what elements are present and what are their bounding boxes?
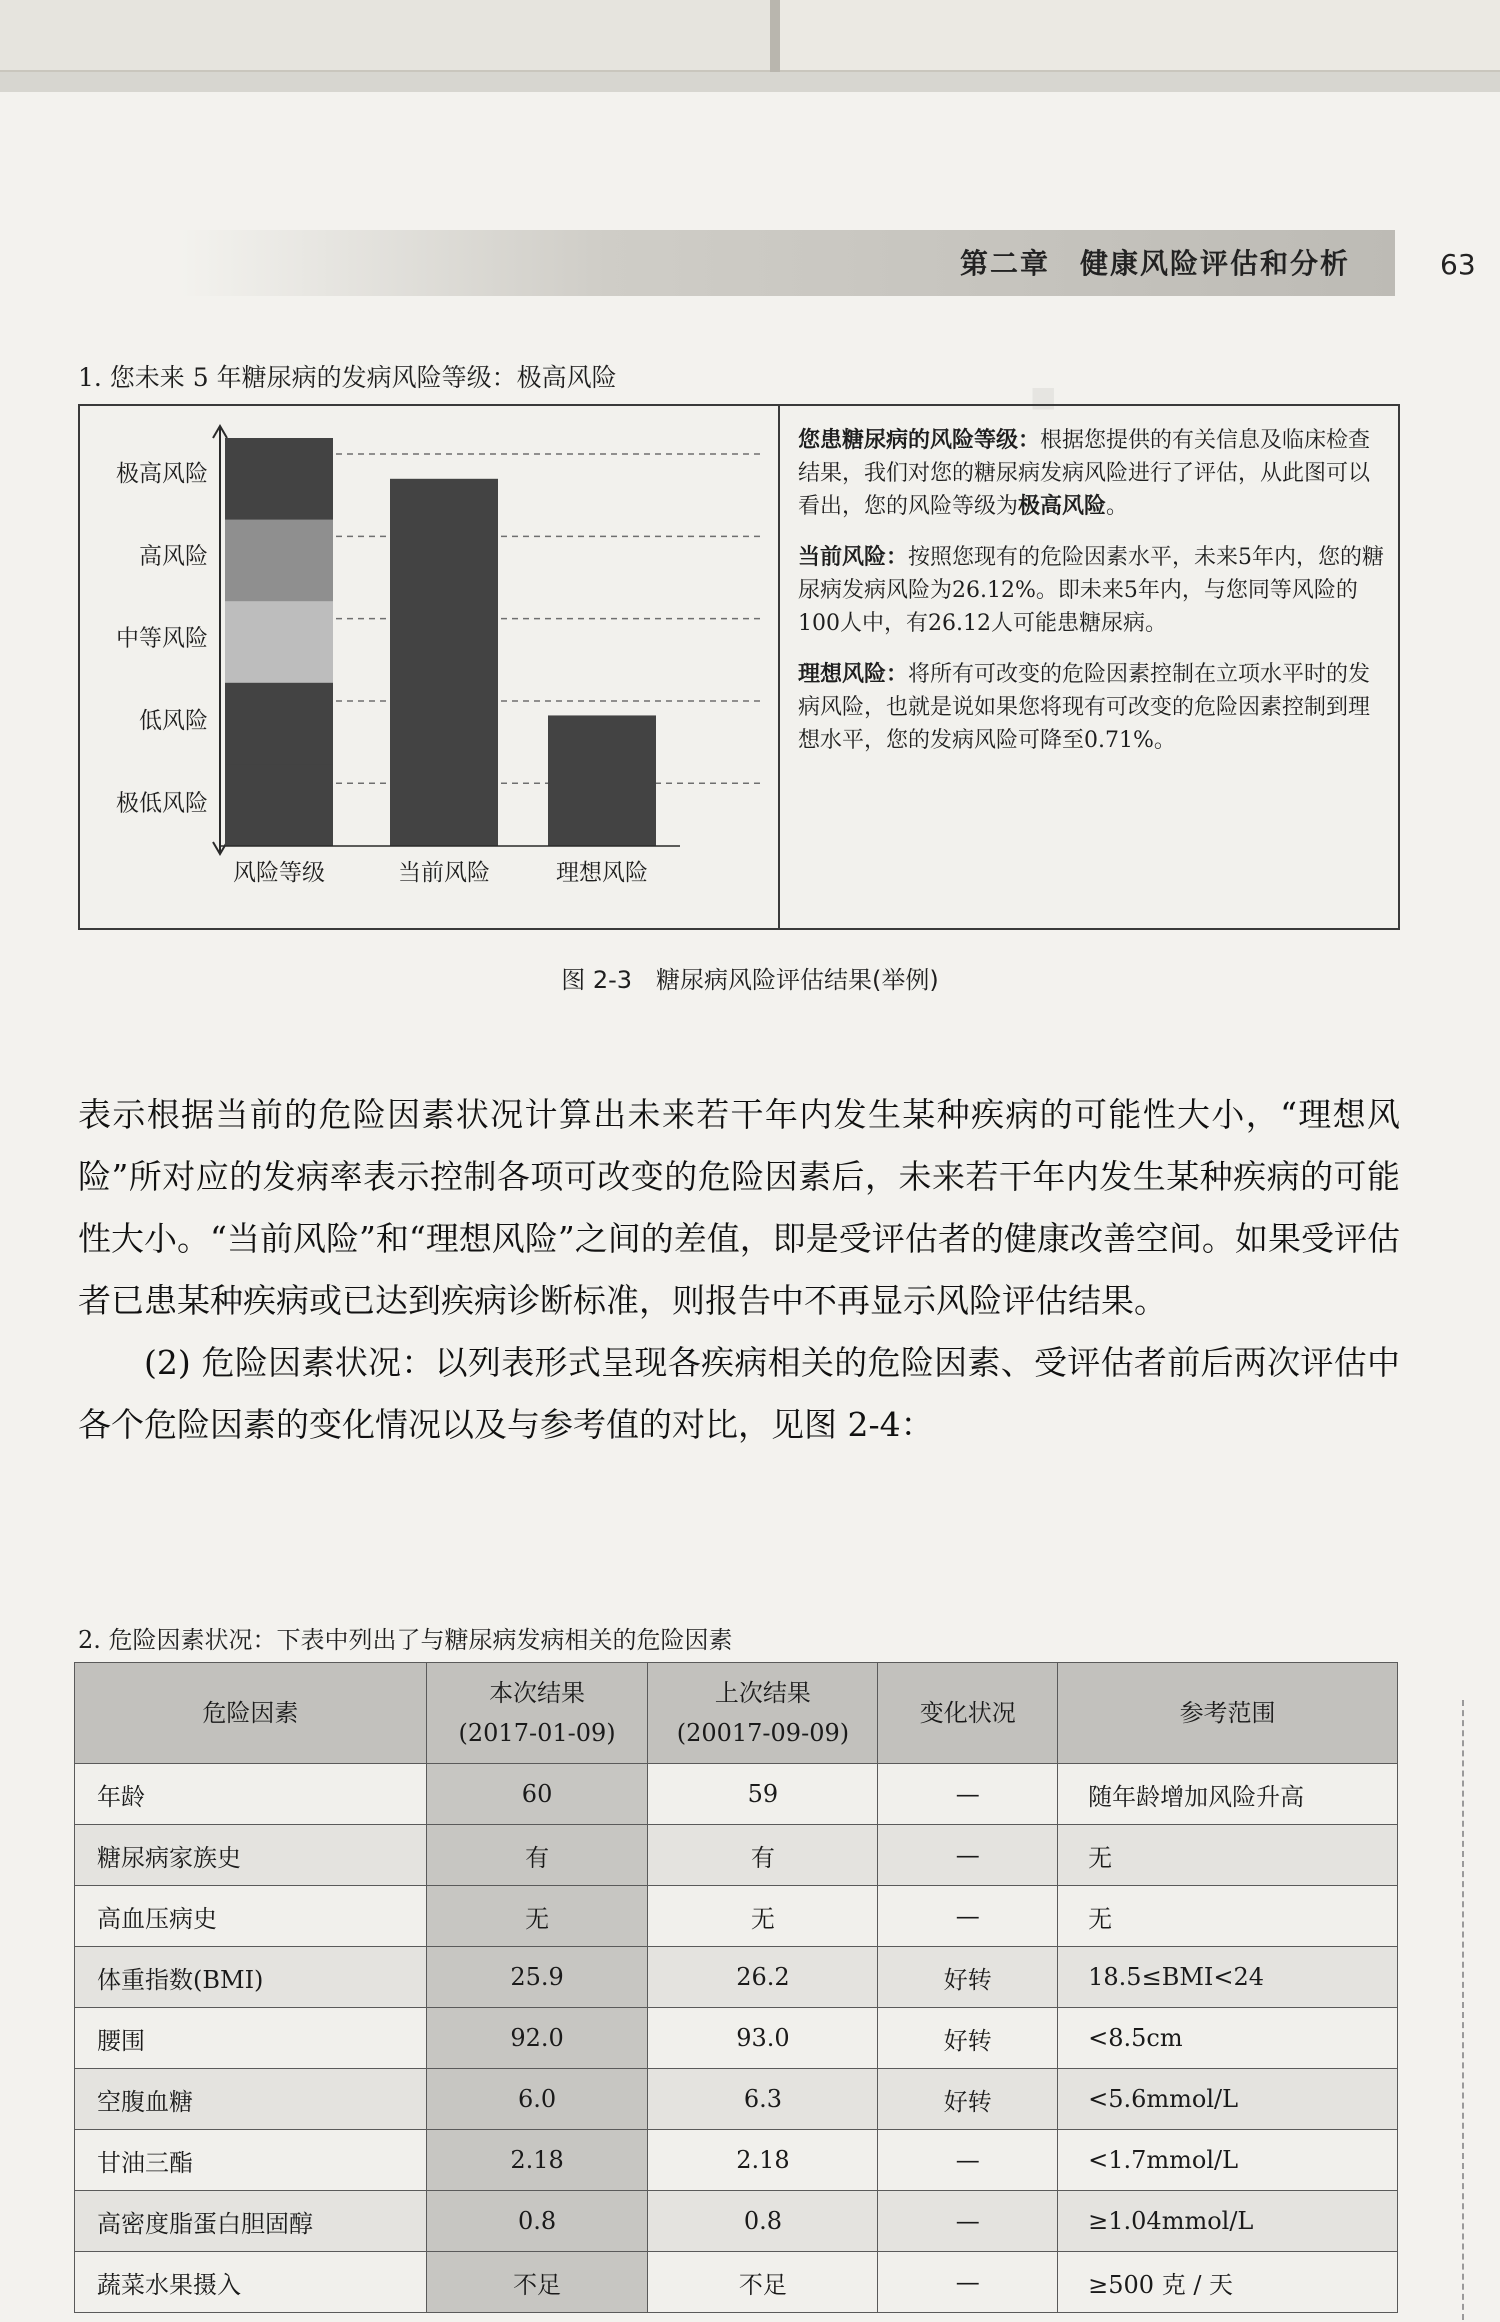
header-current-label: 本次结果 [489, 1679, 586, 1707]
cell-previous: 59 [648, 1764, 878, 1825]
cell-change: 好转 [878, 2069, 1058, 2130]
chart-level-label: 低风险 [139, 707, 208, 734]
cell-factor: 年龄 [75, 1764, 427, 1825]
header-previous [648, 1663, 878, 1764]
header-current-date: (2017-01-09) [458, 1719, 616, 1747]
cell-factor: 糖尿病家族史 [75, 1825, 427, 1886]
table-row [75, 1886, 1398, 1947]
cell-current: 有 [426, 1825, 648, 1886]
explanation-ideal-risk [798, 658, 1390, 757]
header-factor: 危险因素 [75, 1663, 427, 1764]
facing-page-strip [0, 0, 1500, 92]
figure-divider [778, 406, 780, 928]
ideal-risk-label: 理想风险： [798, 661, 909, 687]
table-row [75, 2191, 1398, 2252]
cell-change: — [878, 1886, 1058, 1947]
book-fold [770, 0, 780, 72]
header-previous-label: 上次结果 [714, 1679, 811, 1707]
risk-level-label: 您患糖尿病的风险等级： [798, 427, 1041, 453]
cell-current: 2.18 [426, 2130, 648, 2191]
cell-reference: 无 [1058, 1886, 1398, 1947]
chart-category-label: 理想风险 [556, 860, 648, 886]
risk-chart [80, 406, 778, 928]
chart-category-label: 当前风险 [398, 860, 490, 886]
figure-caption: 图 2-3 糖尿病风险评估结果(举例) [561, 966, 939, 994]
cell-factor: 蔬菜水果摄入 [75, 2252, 427, 2313]
risk-factor-table [74, 1662, 1398, 2313]
cell-factor: 高血压病史 [75, 1886, 427, 1947]
table-row [75, 1764, 1398, 1825]
cell-current: 25.9 [426, 1947, 648, 2008]
cell-current: 0.8 [426, 2191, 648, 2252]
chart-level-label: 极低风险 [116, 790, 208, 817]
cell-current: 6.0 [426, 2069, 648, 2130]
cell-reference: ≥1.04mmol/L [1058, 2191, 1398, 2252]
cell-factor: 甘油三酯 [75, 2130, 427, 2191]
cell-change: — [878, 1825, 1058, 1886]
facing-page-right [778, 0, 1500, 72]
section2-title: 2. 危险因素状况：下表中列出了与糖尿病发病相关的危险因素 [78, 1626, 733, 1654]
body-text [78, 1084, 1400, 1456]
running-header-title: 第二章 健康风险评估和分析 [960, 247, 1351, 280]
explanation-risk-level [798, 424, 1390, 523]
ideal-risk-text: 将所有可改变的危险因素控制在立项水平时的发病风险，也就是说如果您将现有可改变的危险因素控制到理想水平，您的发病风险可降至0.71%。 [798, 662, 1371, 753]
table-row [75, 1947, 1398, 2008]
cell-current: 不足 [426, 2252, 648, 2313]
cell-previous: 26.2 [648, 1947, 878, 2008]
cell-previous: 有 [648, 1825, 878, 1886]
cell-current: 92.0 [426, 2008, 648, 2069]
chart-bar-segment-2 [225, 520, 333, 602]
table-row [75, 2130, 1398, 2191]
bleed-through-text: ■ [1030, 380, 1057, 413]
chart-bar-segment-4 [225, 683, 333, 765]
body-paragraph-2: (2) 危险因素状况：以列表形式呈现各疾病相关的危险因素、受评估者前后两次评估中各个危险因素的变化情况以及与参考值的对比，见图 2-4： [78, 1343, 1400, 1444]
cell-factor: 空腹血糖 [75, 2069, 427, 2130]
cell-reference: 无 [1058, 1825, 1398, 1886]
cell-reference: ≥500 克 / 天 [1058, 2252, 1398, 2313]
cell-previous: 93.0 [648, 2008, 878, 2069]
chart-bar-segment-5 [225, 764, 333, 846]
cell-current: 60 [426, 1764, 648, 1825]
chart-level-label: 中等风险 [116, 625, 208, 652]
table-header-row [75, 1663, 1398, 1764]
cell-reference: <1.7mmol/L [1058, 2130, 1398, 2191]
figure-explanation [798, 424, 1390, 775]
facing-page-left [0, 0, 772, 72]
table-row [75, 2252, 1398, 2313]
chart-category-label: 风险等级 [233, 860, 325, 886]
body-paragraph-1: 表示根据当前的危险因素状况计算出未来若干年内发生某种疾病的可能性大小，“理想风险”所对应的发病率表示控制各项可改变的危险因素后，未来若干年内发生某种疾病的可能性大小。“当前风险”和“理想风险”之间的差值，即是受评估者的健康改善空间。如果受评估者已患某种疾病或已达到疾病诊断标准，则报告中不再显示风险评估结果。 [78, 1095, 1400, 1320]
cell-change: — [878, 1764, 1058, 1825]
cell-factor: 体重指数(BMI) [75, 1947, 427, 2008]
cell-previous: 0.8 [648, 2191, 878, 2252]
table-row [75, 2008, 1398, 2069]
cell-previous: 6.3 [648, 2069, 878, 2130]
current-risk-label: 当前风险： [798, 544, 909, 570]
explanation-current-risk [798, 541, 1390, 640]
header-reference: 参考范围 [1058, 1663, 1398, 1764]
current-risk-text: 按照您现有的危险因素水平，未来5年内，您的糖尿病发病风险为26.12%。即未来5年内，与您同等风险的100人中，有26.12人可能患糖尿病。 [798, 545, 1385, 636]
chart-bar-segment-1 [225, 438, 333, 520]
cell-current: 无 [426, 1886, 648, 1947]
risk-level-end: 。 [1106, 494, 1129, 519]
cell-change: 好转 [878, 2008, 1058, 2069]
chart-bar-2 [390, 479, 498, 846]
cell-change: 好转 [878, 1947, 1058, 2008]
page-number: 63 [1440, 248, 1476, 281]
cell-factor: 高密度脂蛋白胆固醇 [75, 2191, 427, 2252]
cell-reference: <8.5cm [1058, 2008, 1398, 2069]
cell-previous: 无 [648, 1886, 878, 1947]
cell-factor: 腰围 [75, 2008, 427, 2069]
cell-reference: 18.5≤BMI<24 [1058, 1947, 1398, 2008]
cell-reference: 随年龄增加风险升高 [1058, 1764, 1398, 1825]
chart-level-label: 高风险 [139, 543, 208, 570]
risk-level-highlight: 极高风险 [1018, 493, 1107, 519]
header-current [426, 1663, 648, 1764]
header-change: 变化状况 [878, 1663, 1058, 1764]
chart-bar-segment-3 [225, 601, 333, 683]
cell-reference: <5.6mmol/L [1058, 2069, 1398, 2130]
margin-dash-line [1462, 1700, 1464, 2320]
section1-title: 1. 您未来 5 年糖尿病的发病风险等级：极高风险 [78, 363, 617, 392]
chart-bar-3 [548, 715, 656, 846]
cell-previous: 不足 [648, 2252, 878, 2313]
figure-2-3-box [78, 404, 1400, 930]
cell-previous: 2.18 [648, 2130, 878, 2191]
table-row [75, 2069, 1398, 2130]
cell-change: — [878, 2130, 1058, 2191]
risk-level-text: 根据您提供的有关信息及临床检查结果，我们对您的糖尿病发病风险进行了评估，从此图可以看出，您的风险等级为 [798, 428, 1371, 519]
cell-change: — [878, 2252, 1058, 2313]
table-row [75, 1825, 1398, 1886]
header-previous-date: (20017-09-09) [676, 1719, 850, 1747]
cell-change: — [878, 2191, 1058, 2252]
chart-level-label: 极高风险 [116, 461, 208, 487]
